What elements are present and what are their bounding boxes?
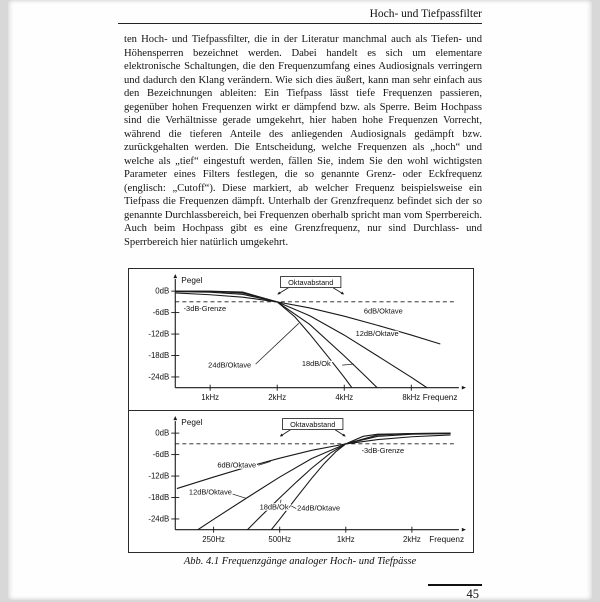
svg-text:2kHz: 2kHz (268, 392, 287, 402)
running-head-title: Hoch- und Tiefpassfilter (369, 8, 482, 20)
svg-text:Pegel: Pegel (181, 276, 203, 286)
svg-text:1kHz: 1kHz (201, 392, 220, 402)
footer-rule (428, 584, 482, 586)
lowpass-frequency-response-chart (129, 269, 473, 410)
svg-text:Pegel: Pegel (181, 417, 203, 427)
svg-text:-12dB: -12dB (148, 471, 170, 481)
svg-text:500Hz: 500Hz (268, 534, 292, 544)
curve-6dB/Oktave (176, 293, 441, 344)
svg-text:-6dB: -6dB (152, 450, 170, 460)
svg-text:-18dB: -18dB (148, 351, 170, 361)
svg-text:-3dB-Grenze: -3dB-Grenze (183, 304, 227, 314)
book-page (8, 0, 592, 600)
highpass-frequency-response-chart (129, 410, 473, 552)
svg-text:0dB: 0dB (155, 428, 170, 438)
filter-curves (177, 433, 451, 533)
svg-text:-3dB-Grenze: -3dB-Grenze (361, 445, 405, 455)
svg-text:0dB: 0dB (155, 286, 170, 296)
svg-text:2kHz: 2kHz (402, 534, 421, 544)
svg-text:18dB/Ok: 18dB/Ok (259, 502, 289, 512)
svg-text:12dB/Oktave: 12dB/Oktave (355, 329, 399, 339)
svg-text:250Hz: 250Hz (202, 534, 225, 544)
svg-text:Oktavabstand: Oktavabstand (290, 419, 336, 429)
svg-text:-18dB: -18dB (148, 492, 170, 502)
running-head (118, 8, 482, 24)
svg-text:18dB/Ok: 18dB/Ok (301, 358, 331, 368)
svg-text:-6dB: -6dB (152, 308, 170, 318)
svg-text:1kHz: 1kHz (336, 534, 355, 544)
svg-text:-12dB: -12dB (148, 329, 170, 339)
svg-text:Frequenz: Frequenz (429, 534, 465, 544)
svg-text:8kHz: 8kHz (402, 392, 421, 402)
figure-caption: Abb. 4.1 Frequenzgänge analoger Hoch- und Tiefpässe (183, 556, 417, 567)
svg-text:12dB/Oktave: 12dB/Oktave (188, 487, 232, 497)
svg-text:-24dB: -24dB (148, 514, 170, 524)
svg-text:4kHz: 4kHz (335, 392, 354, 402)
svg-text:Oktavabstand: Oktavabstand (288, 277, 334, 287)
body-paragraph: ten Hoch- und Tiefpassfilter, die in der Literatur manchmal auch als Tiefen- und Höhensperren bezeichnet werden. Dabei handelt es sich um elementare elektronische Schaltungen, die den Frequenzumfang eines Audiosignals verringern und dadurch den Klang verändern. Wie sich dies äußert, kann man sehr einfach aus den Bezeichnungen ableiten: Ein Tiefpass lässt tiefe Frequenzen passieren, gegenüber hohen Frequenzen wirkt er dämpfend bzw. als Sperre. Beim Hochpass sind die Verhältnisse gerade umgekehrt, hier haben hohe Frequenzen Vorrecht, während die tieferen Anteile des anliegenden Audiosignals gedämpft bzw. zurückgehalten werden. Die Entscheidung, welche Frequenzen als „hoch“ und welche als „tief“ eingestuft werden, fällen Sie, indem Sie den wohl wichtigsten Parameter eines Filters festlegen, die so genannte Grenz- oder Eckfrequenz (englisch: „Cutoff“). Diese markiert, ab welcher Frequenz beispielsweise ein Tiefpass die Frequenzen dämpft. Unterhalb der Grenzfrequenz befindet sich der so genannte Durchlassbereich, bei Frequenzen oberhalb spricht man vom Sperrbereich. Auch beim Hochpass gibt es eine Grenzfrequenz, nur sind Durchlass- und Sperrbereich hier natürlich umgekehrt. (124, 34, 482, 248)
svg-text:Frequenz: Frequenz (422, 392, 458, 402)
svg-text:24dB/Oktave: 24dB/Oktave (297, 503, 341, 513)
svg-text:6dB/Oktave: 6dB/Oktave (363, 306, 403, 316)
svg-text:-24dB: -24dB (148, 372, 170, 382)
svg-text:6dB/Oktave: 6dB/Oktave (217, 460, 257, 470)
curve-18dB/Oktave (246, 433, 451, 531)
page-number: 45 (466, 587, 479, 601)
svg-text:24dB/Oktave: 24dB/Oktave (208, 360, 252, 370)
figure-4-1 (128, 268, 474, 553)
